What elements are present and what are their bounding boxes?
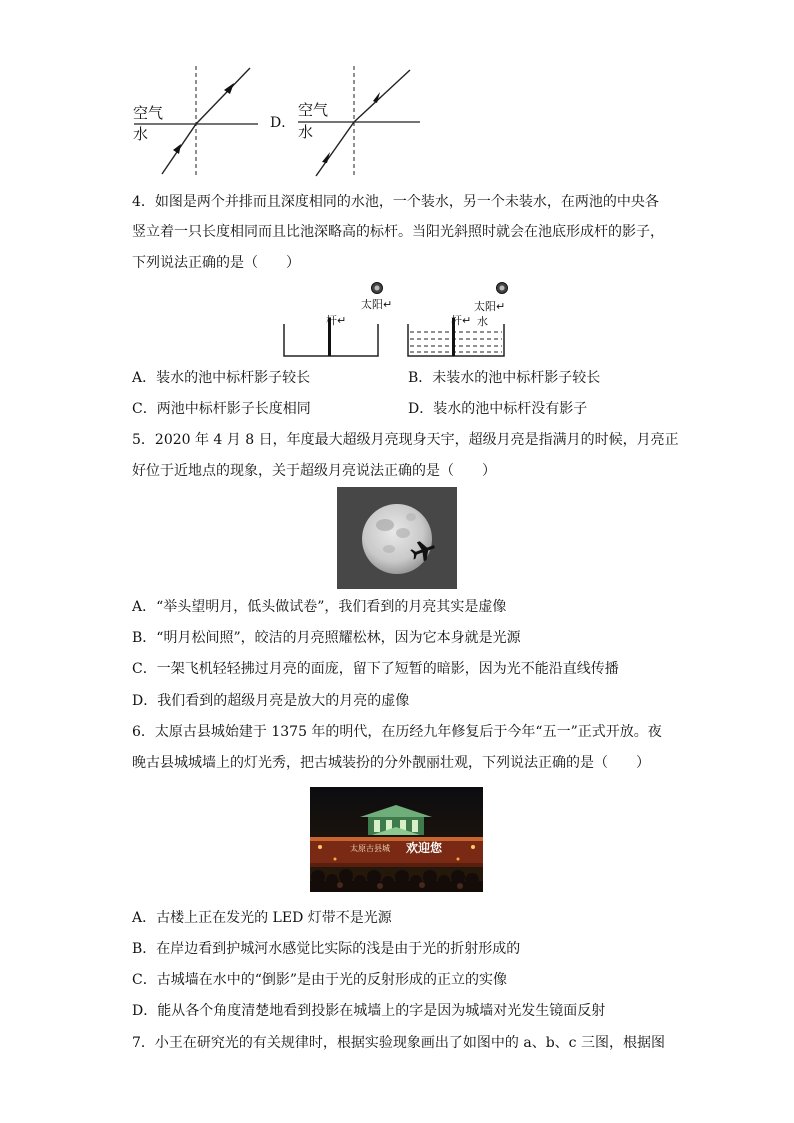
water-pool [408, 324, 504, 356]
arrow-head [224, 83, 234, 94]
water-label-right: 水 [298, 123, 314, 141]
arrow-head [173, 144, 181, 154]
sun-label-right: 太阳↵ [474, 300, 506, 313]
ancient-city-photo [310, 787, 483, 892]
q4-stem-line1: 4．如图是两个并排而且深度相同的水池，一个装水，另一个未装水，在两池的中央各 [132, 194, 659, 210]
q6-option-a[interactable]: A．古楼上正在发光的 LED 灯带不是光源 [132, 910, 392, 926]
q7-stem-line1: 7．小王在研究光的有关规律时，根据实验现象画出了如图中的 a、b、c 三图，根据图 [132, 1035, 665, 1051]
q4-stem-line2: 竖立着一只长度相同而且比池深略高的标杆。当阳光斜照时就会在池底形成杆的影子， [132, 224, 664, 240]
banner-text-right: 欢迎您 [406, 841, 443, 855]
q5-option-d[interactable]: D．我们看到的超级月亮是放大的月亮的虚像 [132, 693, 410, 709]
moon [362, 504, 432, 574]
q4-stem-line3: 下列说法正确的是（ ） [132, 255, 300, 271]
option-d-label: D． [270, 115, 296, 131]
q5-option-b[interactable]: B．“明月松间照”，皎洁的月亮照耀松林，因为它本身就是光源 [132, 630, 521, 646]
water-dashes [410, 332, 502, 352]
air-label-left: 空气 [133, 104, 164, 122]
pole-label-right: 杆↵ [451, 314, 472, 327]
incident-ray [354, 70, 410, 122]
q6-stem-line1: 6．太原古县城始建于 1375 年的明代，在历经九年修复后于今年“五一”正式开放。夜 [132, 724, 662, 740]
q5-option-a[interactable]: A．“举头望明月，低头做试卷”，我们看到的月亮其实是虚像 [132, 599, 507, 615]
q6-stem-line2: 晚古县城城墙上的灯光秀，把古城装扮的分外靓丽壮观，下列说法正确的是（ ） [132, 755, 650, 771]
arrow-head [373, 92, 380, 103]
supermoon-photo [337, 487, 457, 589]
q5-stem-line2: 好位于近地点的现象，关于超级月亮说法正确的是（ ） [132, 463, 496, 479]
q4-option-c[interactable]: C．两池中标杆影子长度相同 [132, 401, 311, 417]
q6-option-c[interactable]: C．古城墙在水中的“倒影”是由于光的反射形成的正立的实像 [132, 972, 508, 988]
q5-stem-line1: 5．2020 年 4 月 8 日，年度最大超级月亮现身天宇，超级月亮是指满月的时候，月亮正 [132, 432, 679, 448]
refracted-ray [316, 122, 354, 176]
q4-option-a[interactable]: A．装水的池中标杆影子较长 [132, 370, 311, 386]
city-wall [310, 837, 483, 867]
sun-label-left: 太阳↵ [361, 298, 393, 311]
q6-option-d[interactable]: D．能从各个角度清楚地看到投影在城墙上的字是因为城墙对光发生镜面反射 [132, 1003, 606, 1019]
q5-option-c[interactable]: C．一架飞机轻轻拂过月亮的面庞，留下了短暂的暗影，因为光不能沿直线传播 [132, 661, 619, 677]
banner-text-left: 太原古县城 [350, 844, 390, 853]
water-label-left: 水 [133, 125, 149, 143]
q4-option-d[interactable]: D．装水的池中标杆没有影子 [408, 401, 588, 417]
water-label: 水 [477, 315, 488, 328]
refracted-ray [196, 68, 250, 124]
q6-option-b[interactable]: B．在岸边看到护城河水感觉比实际的浅是由于光的折射形成的 [132, 941, 521, 957]
air-label-right: 空气 [298, 101, 329, 119]
pools-figure [280, 280, 510, 360]
pole-label-left: 杆↵ [326, 314, 347, 327]
q4-option-b[interactable]: B．未装水的池中标杆影子较长 [408, 370, 601, 386]
refraction-figure-right [294, 64, 424, 180]
